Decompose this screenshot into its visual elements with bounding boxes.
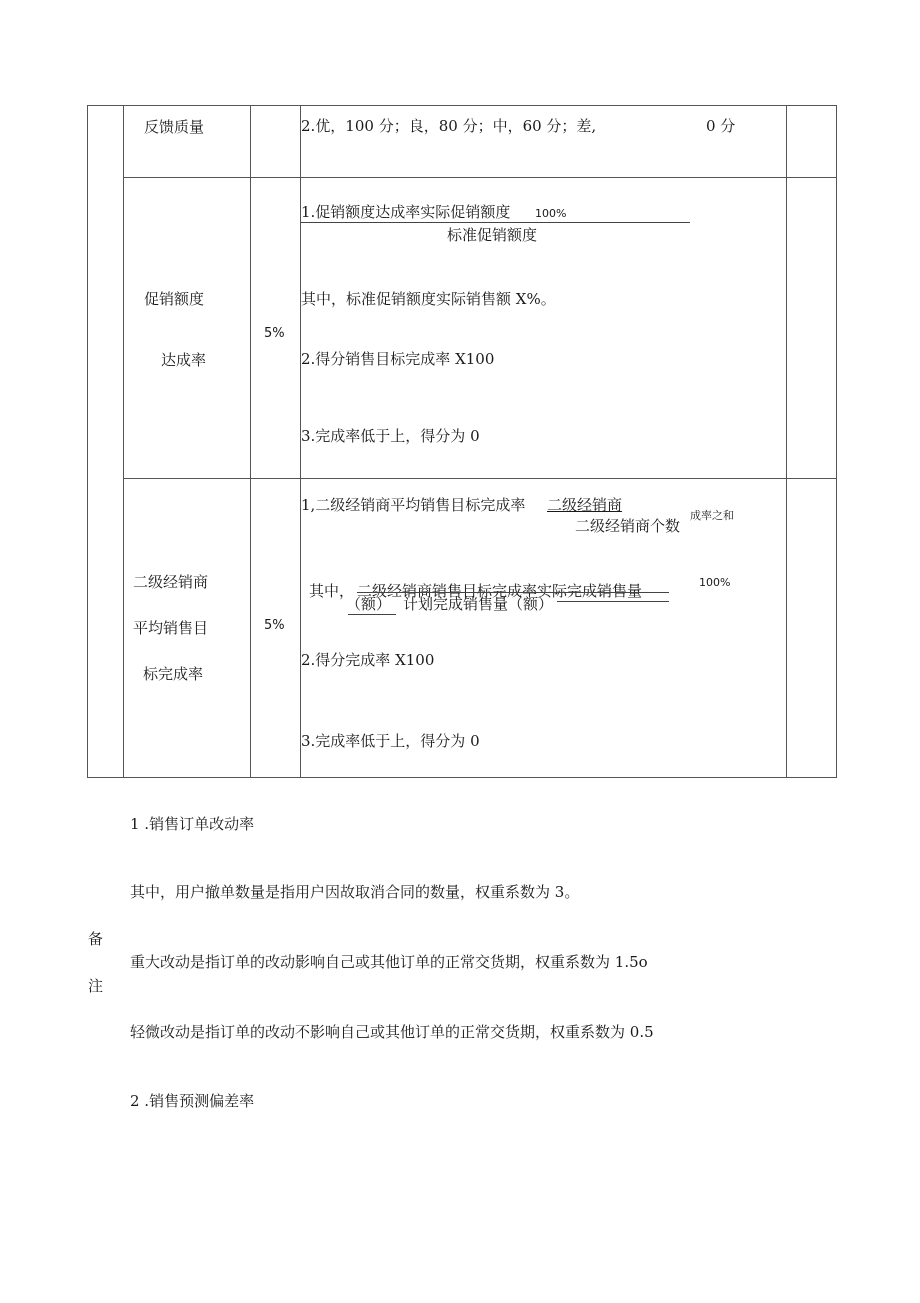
row-divider: [123, 177, 836, 178]
remark-line: 轻微改动是指订单的改动不影响自己或其他订单的正常交货期，权重系数为 0.5: [130, 1023, 654, 1041]
threshold-rule: 3.完成率低于上，得分为 0: [301, 732, 480, 750]
sub-formula-prefix: 其中，: [309, 582, 355, 600]
row-name-line: 达成率: [161, 351, 207, 369]
remark-line: 重大改动是指订单的改动影响自己或其他订单的正常交货期，权重系数为 1.5o: [130, 953, 648, 971]
row-name-line: 平均销售目: [133, 619, 209, 637]
formula-numerator-prefix: 1,二级经销商平均销售目标完成率: [301, 496, 526, 514]
row-name-line: 二级经销商: [133, 573, 209, 591]
row-weight: 5%: [264, 618, 285, 633]
formula-numerator: 1.促销额度达成率实际促销额度: [301, 203, 511, 221]
col-divider: [250, 106, 251, 777]
formula-note: 其中，标准促销额度实际销售额 X%。: [301, 290, 556, 308]
row-method-score: 0 分: [706, 117, 736, 135]
formula-superscript: 成率之和: [690, 509, 734, 522]
col-divider: [786, 106, 787, 777]
fraction-bar: [557, 601, 669, 602]
formula-numerator-underlined: 二级经销商: [547, 496, 623, 514]
remark-heading: 1 .销售订单改动率: [130, 815, 255, 833]
remarks-label: 注: [88, 977, 104, 995]
remark-line: 其中，用户撤单数量是指用户因故取消合同的数量，权重系数为 3。: [130, 883, 580, 901]
threshold-rule: 3.完成率低于上，得分为 0: [301, 427, 480, 445]
sub-formula-numerator: 二级经销商销售目标完成率实际完成销售量: [357, 582, 643, 600]
row-name-line: 促销额度: [144, 290, 205, 308]
row-weight: 5%: [264, 326, 285, 341]
sub-formula-den-a: （额）: [346, 595, 392, 613]
remarks-label: 备: [88, 930, 104, 948]
col-divider: [123, 106, 124, 777]
strike-line: [357, 592, 669, 593]
formula-factor: 100%: [535, 207, 567, 220]
row-name-line: 标完成率: [143, 665, 204, 683]
remark-heading: 2 .销售预测偏差率: [130, 1092, 255, 1110]
sub-formula-factor: 100%: [699, 576, 731, 589]
row-method-text: 2.优，100 分；良，80 分；中，60 分；差,: [301, 117, 597, 135]
sub-formula-den-b: 计划完成销售量（额）: [403, 595, 554, 613]
row-name-feedback-quality: 反馈质量: [144, 118, 205, 136]
formula-denominator: 二级经销商个数: [575, 517, 681, 535]
score-rule: 2.得分完成率 X100: [301, 651, 435, 669]
fraction-bar: [301, 222, 690, 223]
score-rule: 2.得分销售目标完成率 X100: [301, 350, 495, 368]
row-divider: [123, 478, 836, 479]
formula-denominator: 标准促销额度: [447, 226, 538, 244]
underline-mark: [348, 614, 396, 615]
